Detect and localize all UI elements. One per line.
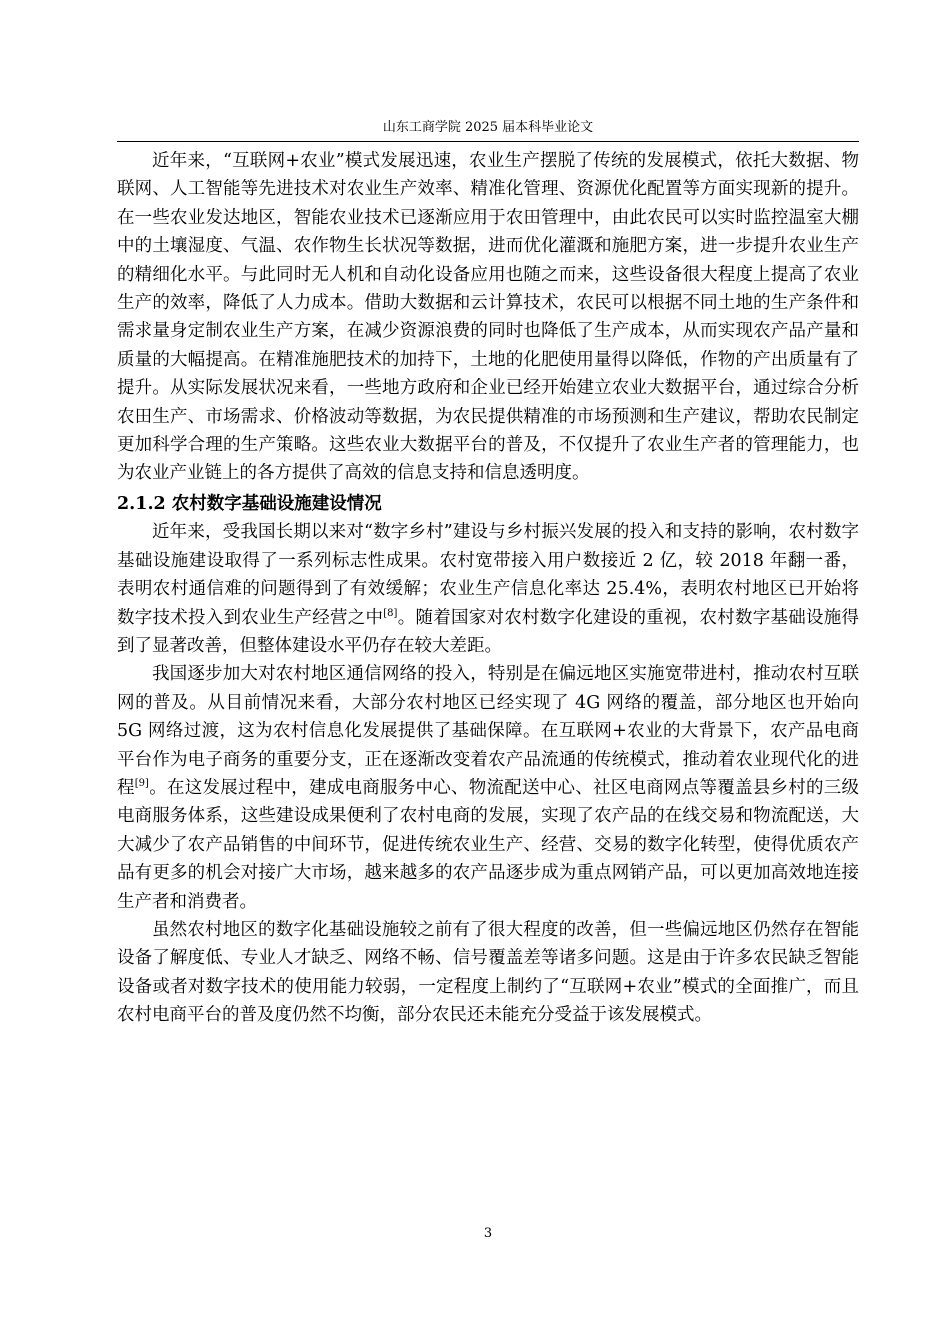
paragraph-1: 近年来，“互联网+农业”模式发展迅速，农业生产摆脱了传统的发展模式，依托大数据、物联网、人工智能等先进技术对农业生产效率、精准化管理、资源优化配置等方面实现新的提升。在一些农业发达地区，智能农业技术已逐渐应用于农田管理中，由此农民可以实时监控温室大棚中的土壤湿度、气温、农作物生长状况等数据，进而优化灌溉和施肥方案，进一步提升农业生产的精细化水平。与此同时无人机和自动化设备应用也随之而来，这些设备很大程度上提高了农业生产的效率，降低了人力成本。借助大数据和云计算技术，农民可以根据不同土地的生产条件和需求量身定制农业生产方案，在减少资源浪费的同时也降低了生产成本，从而实现农产品产量和质量的大幅提高。在精准施肥技术的加持下，土地的化肥使用量得以降低，作物的产出质量有了提升。从实际发展状况来看，一些地方政府和企业已经开始建立农业大数据平台，通过综合分析农田生产、市场需求、价格波动等数据，为农民提供精准的市场预测和生产建议，帮助农民制定更加科学合理的生产策略。这些农业大数据平台的普及，不仅提升了农业生产者的管理能力，也为农业产业链上的各方提供了高效的信息支持和信息透明度。 <box>117 151 859 484</box>
paragraph-2 <box>117 518 859 660</box>
header-rule <box>117 141 859 142</box>
paragraph-4: 虽然农村地区的数字化基础设施较之前有了很大程度的改善，但一些偏远地区仍然存在智能设备了解度低、专业人才缺乏、网络不畅、信号覆盖差等诸多问题。这是由于许多农民缺乏智能设备或者对数字技术的使用能力较弱，一定程度上制约了“互联网+农业”模式的全面推广，而且农村电商平台的普及度仍然不均衡，部分农民还未能充分受益于该发展模式。 <box>117 919 859 1026</box>
citation-9[interactable]: [9] <box>134 778 149 790</box>
running-header: 山东工商学院 2025 届本科毕业论文 <box>382 120 594 135</box>
paragraph-3-text-cont: 。在这发展过程中，建成电商服务中心、物流配送中心、社区电商网点等覆盖县乡村的三级电商服务体系，这些建设成果便利了农村电商的发展，实现了农产品的在线交易和物流配送，大大减少了农产品销售的中间环节，促进传统农业生产、经营、交易的数字化转型，使得优质农产品有更多的机会对接广大市场，越来越多的农产品逐步成为重点网销产品，可以更加高效地连接生产者和消费者。 <box>117 777 860 912</box>
paragraph-2-text: 近年来，受我国长期以来对“数字乡村”建设与乡村振兴发展的投入和支持的影响，农村数字基础设施建设取得了一系列标志性成果。农村宽带接入用户数接近 2 亿，较 2018 年翻一番，表明农村通信难的问题得到了有效缓解；农业生产信息化率达 25.4%，表明农村地区已开始将数字技术投入到农业生产经营之中 <box>117 522 859 628</box>
section-heading: 2.1.2 农村数字基础设施建设情况 <box>117 493 382 514</box>
body-text <box>117 147 859 1030</box>
page-number: 3 <box>483 1226 493 1241</box>
paragraph-2-text-cont: 。随着国家对农村数字化建设的重视，农村数字基础设施得到了显著改善，但整体建设水平仍存在较大差距。 <box>117 607 860 656</box>
paragraph-3-text: 我国逐步加大对农村地区通信网络的投入，特别是在偏远地区实施宽带进村，推动农村互联网的普及。从目前情况来看，大部分农村地区已经实现了 4G 网络的覆盖，部分地区也开始向 5G 网络过渡，这为农村信息化发展提供了基础保障。在互联网+农业的大背景下，农产品电商平台作为电子商务的重要分支，正在逐渐改变着农产品流通的传统模式，推动着农业现代化的进程 <box>117 664 859 798</box>
paragraph-3 <box>117 660 859 916</box>
citation-8[interactable]: [8] <box>383 607 398 619</box>
